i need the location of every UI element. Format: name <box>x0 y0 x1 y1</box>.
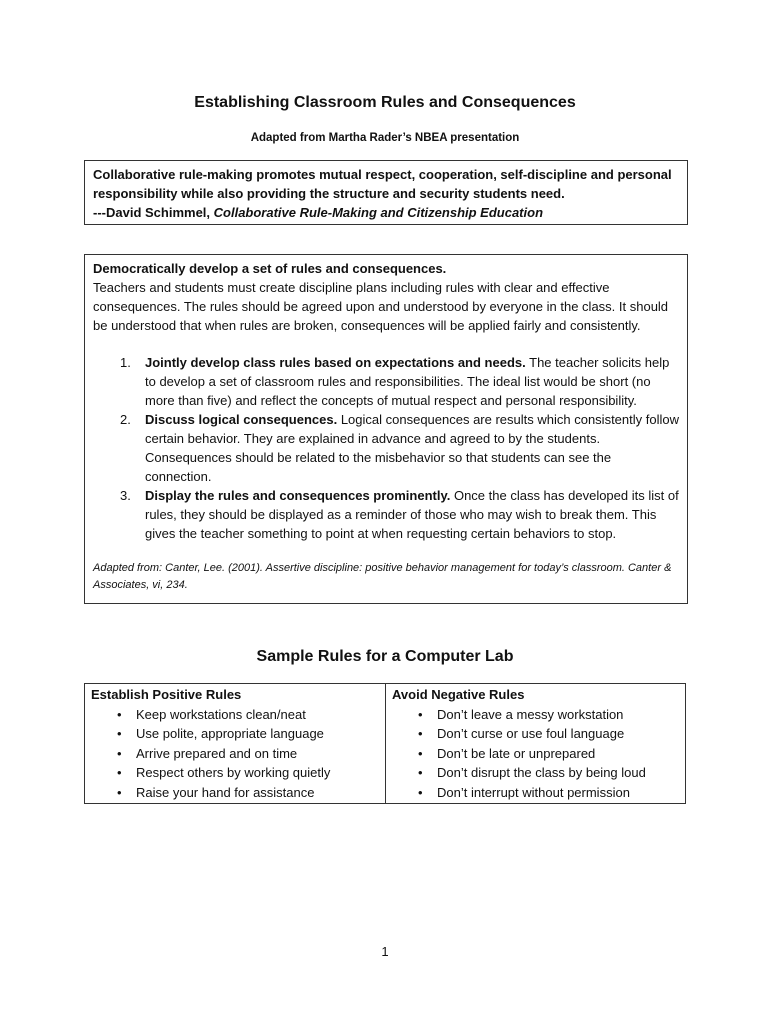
step-lead: Jointly develop class rules based on expectations and needs. <box>145 355 526 370</box>
list-item: • Don’t curse or use foul language <box>392 724 679 744</box>
steps-list <box>93 353 679 543</box>
step-number: 1. <box>120 355 131 370</box>
document-title: Establishing Classroom Rules and Consequences <box>194 94 576 111</box>
list-item: • Respect others by working quietly <box>91 763 379 783</box>
step-number: 2. <box>120 412 131 427</box>
step-lead: Display the rules and consequences prominently. <box>145 488 451 503</box>
negative-rules-cell <box>386 684 686 804</box>
step-number: 3. <box>120 488 131 503</box>
rules-process-box <box>84 254 688 604</box>
process-heading: Democratically develop a set of rules and consequences. <box>93 261 447 276</box>
quote-box <box>84 160 688 225</box>
list-item <box>93 410 679 486</box>
positive-rules-cell <box>85 684 386 804</box>
table-row <box>85 684 686 804</box>
list-item: • Don’t disrupt the class by being loud <box>392 763 679 783</box>
negative-rules-list <box>392 705 679 803</box>
positive-rules-heading: Establish Positive Rules <box>91 687 242 702</box>
positive-rules-list <box>91 705 379 803</box>
step-text: Logical consequences are results which consistently follow certain behavior. They are explained in advance and agreed to by the students. Consequences should be related to the misbehavior so that students can see the connection. <box>145 412 679 484</box>
page-number: 1 <box>381 944 389 959</box>
quote-author: ---David Schimmel, <box>93 205 214 220</box>
citation: Adapted from: Canter, Lee. (2001). Assertive discipline: positive behavior management for today’s classroom. Canter & Associates, vi, 234. <box>93 562 672 591</box>
document-subtitle: Adapted from Martha Rader’s NBEA presentation <box>250 132 520 144</box>
list-item: • Keep workstations clean/neat <box>91 705 379 725</box>
step-lead: Discuss logical consequences. <box>145 412 338 427</box>
list-item <box>93 486 679 543</box>
quote-attribution <box>93 203 679 222</box>
lab-rules-table <box>84 683 686 804</box>
quote-text: Collaborative rule-making promotes mutual respect, cooperation, self-discipline and personal responsibility while also providing the structure and security students need. <box>93 167 672 201</box>
process-intro: Teachers and students must create discipline plans including rules with clear and effective consequences. The rules should be agreed upon and understood by everyone in the class. It should be understood that when rules are broken, consequences will be applied fairly and consistently. <box>93 280 669 333</box>
list-item: • Arrive prepared and on time <box>91 744 379 764</box>
step-text: Once the class has developed its list of rules, they should be displayed as a reminder of those who may wish to break them. This gives the teacher something to point at when requesting certain behaviors to stop. <box>145 488 679 541</box>
step-text: The teacher solicits help to develop a set of classroom rules and responsibilities. The ideal list would be short (no more than five) and reflect the concepts of mutual respect and personal responsibility. <box>145 355 670 408</box>
list-item: • Don’t interrupt without permission <box>392 783 679 803</box>
list-item: • Raise your hand for assistance <box>91 783 379 803</box>
list-item: • Don’t be late or unprepared <box>392 744 679 764</box>
list-item: • Use polite, appropriate language <box>91 724 379 744</box>
lab-rules-title: Sample Rules for a Computer Lab <box>256 648 514 665</box>
list-item <box>93 353 679 410</box>
list-item: • Don’t leave a messy workstation <box>392 705 679 725</box>
negative-rules-heading: Avoid Negative Rules <box>392 687 525 702</box>
quote-work: Collaborative Rule-Making and Citizenship Education <box>213 205 544 220</box>
